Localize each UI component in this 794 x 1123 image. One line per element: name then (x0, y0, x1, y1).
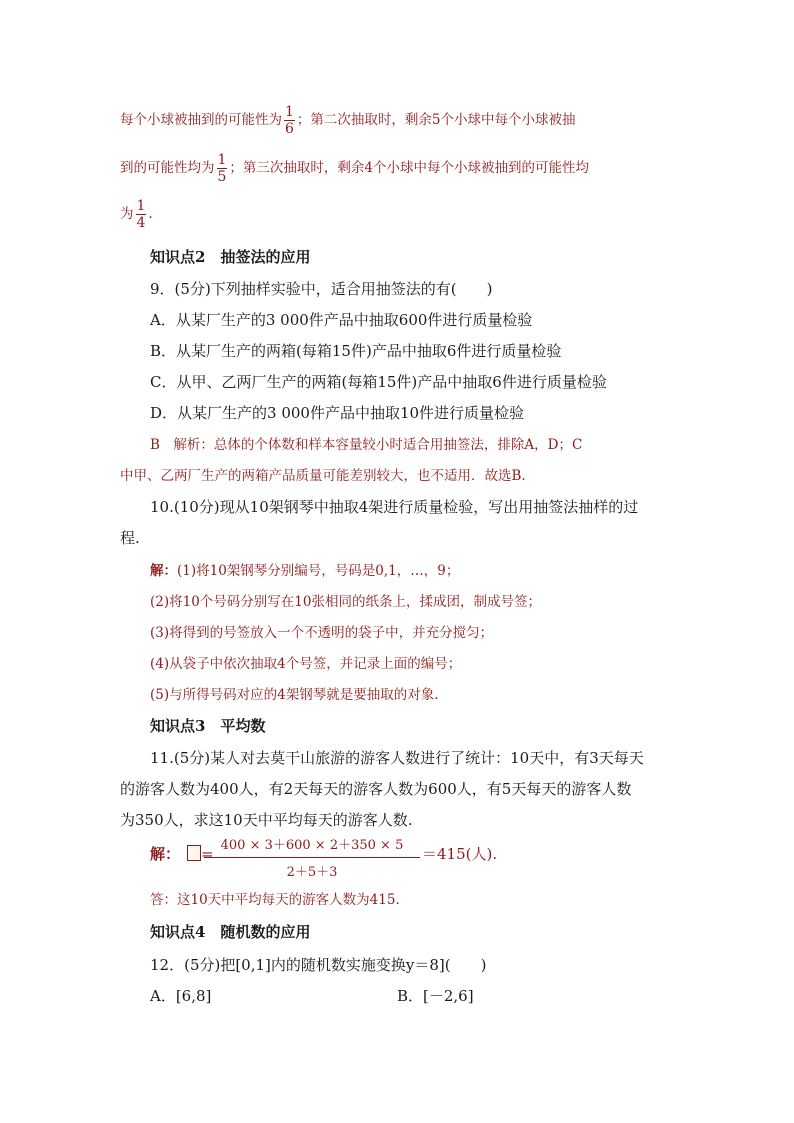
q10-step-1: 解：(1)将10架钢琴分别编号，号码是0,1，…，9； (150, 563, 460, 579)
sol8-line1 (120, 104, 676, 137)
q11-stem-line1: 11.(5分)某人对去莫干山旅游的游客人数进行了统计：10天中，有3天每天 (150, 749, 644, 767)
solution-label: 解： (150, 563, 177, 579)
q10-step-3: (3)将得到的号签放入一个不透明的袋子中，并充分搅匀； (150, 625, 494, 641)
q12-stem: 12．(5分)把[0,1]内的随机数实施变换y＝8]( ) (150, 956, 487, 974)
q10-step-5: (5)与所得号码对应的4架钢琴就是要抽取的对象. (150, 687, 439, 703)
fraction-one-sixth: $\frac{1}{6}$ (285, 104, 294, 137)
q9-option-b: B．从某厂生产的两箱(每箱15件)产品中抽取6件进行质量检验 (150, 342, 562, 360)
mean-result: ＝415(人). (422, 845, 498, 863)
q10-stem-line2: 程. (120, 529, 140, 547)
q12-option-b: B．[－2,6] (397, 987, 474, 1005)
q9-option-d: D．从某厂生产的3 000件产品中抽取10件进行质量检验 (150, 404, 525, 422)
sol8-text: 到的可能性均为 (120, 160, 215, 176)
q9-answer-line2: 中甲、乙两厂生产的两箱产品质量可能差别较大，也不适用．故选B. (120, 468, 526, 484)
knowledge-point-3-heading: 知识点3 平均数 (150, 717, 266, 735)
sol8-text: 每个小球被抽到的可能性为 (120, 112, 282, 128)
q9-stem: 9．(5分)下列抽样实验中，适合用抽签法的有( ) (150, 280, 493, 298)
q9-answer-line1: B 解析：总体的个体数和样本容量较小时适合用抽签法，排除A，D；C (150, 437, 583, 453)
q9-option-a: A．从某厂生产的3 000件产品中抽取600件进行质量检验 (150, 311, 533, 329)
sol8-text: ；第二次抽取时，剩余5个小球中每个小球被抽 (296, 112, 576, 128)
q10-step-2: (2)将10个号码分别写在10张相同的纸条上，揉成团，制成号签； (150, 594, 541, 610)
q11-stem-line2: 的游客人数为400人，有2天每天的游客人数为600人，有5天每天的游客人数 (120, 780, 632, 798)
fraction-one-fourth: $\frac{1}{4}$ (136, 198, 146, 231)
q10-step-4: (4)从袋子中依次抽取4个号签，并记录上面的编号； (150, 656, 462, 672)
sol8-text: ；第三次抽取时，剩余4个小球中每个小球被抽到的可能性均 (229, 160, 590, 176)
solution-label: 解： (150, 845, 181, 863)
fraction-one-fifth: $\frac{1}{5}$ (217, 152, 227, 185)
mean-symbol-image (187, 845, 201, 861)
sol8-text: 为 (120, 206, 134, 222)
q10-stem-line1: 10.(10分)现从10架钢琴中抽取4架进行质量检验，写出用抽签法抽样的过 (150, 498, 639, 516)
equals-sign: = (201, 845, 214, 863)
sol8-line2 (120, 152, 676, 185)
sol8-line3 (120, 198, 676, 231)
q11-answer: 答：这10天中平均每天的游客人数为415. (150, 892, 400, 908)
knowledge-point-4-heading: 知识点4 随机数的应用 (150, 923, 311, 941)
fraction-numerator: 400 × 3＋600 × 2＋350 × 5 (204, 834, 420, 858)
q9-option-c: C．从甲、乙两厂生产的两箱(每箱15件)产品中抽取6件进行质量检验 (150, 373, 607, 391)
sol8-text: . (148, 206, 153, 222)
q11-stem-line3: 为350人，求这10天中平均每天的游客人数. (120, 811, 413, 829)
fraction-denominator: 2＋5＋3 (286, 865, 338, 880)
q12-option-a: A．[6,8] (150, 987, 212, 1005)
mean-fraction (204, 834, 420, 880)
knowledge-point-2-heading: 知识点2 抽签法的应用 (150, 248, 311, 266)
